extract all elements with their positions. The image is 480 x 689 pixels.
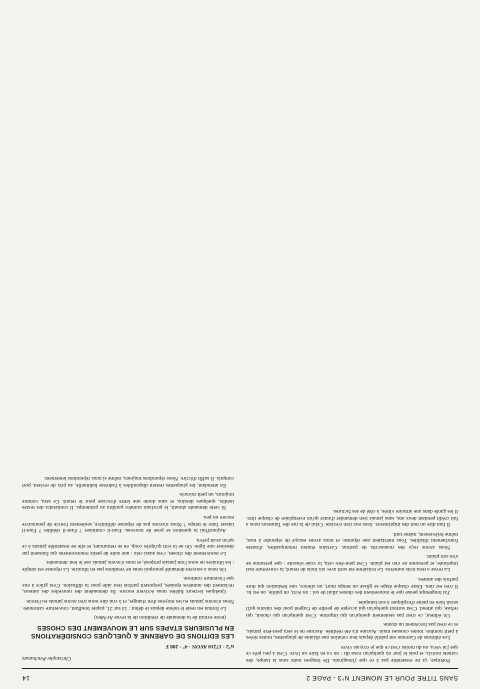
paragraph: J'ai longtemps pensé que le mouvement des choses allait de soi : on écrit, on publie, on est lu. Il n'en est rien. Entre chaque étape se glisse un temps mort, un silence, une hésitation qui dure parfois des années. (246, 575, 458, 596)
signature: Christophe Petchanatz (22, 655, 72, 661)
paragraph: La revue a tenu trois numéros. Le troisième est sorti avec six mois de retard, la couverture mal imprimée, et personne ne s'en est plaint. C'est peut-être cela, la vraie réussite : que personne ne s'en soit plaint. (246, 553, 458, 573)
paragraph: Un éditeur, ce n'est pas seulement quelqu'un qui imprime. C'est quelqu'un qui choisit, qui refuse, qui attend. C'est surtout quelqu'un qui accepte de perdre de l'argent pour des raisons qu'il serait bien en peine d'expliquer à son banquier. (246, 598, 458, 618)
header-rule (22, 668, 458, 669)
paragraph: Aujourd'hui la question se pose de nouveau. Faut-il continuer ? Faut-il rééditer ? Faut-il laisser faire le temps ? Nous n'avons pas de réponse définitive, seulement l'envie de poursuivre encore un peu. (22, 513, 234, 534)
article-subheading: (texte extrait de la demande de réédition de la revue Ar-Men) (94, 614, 226, 621)
paragraph: En attendant, les plaquettes restent disponibles à l'adresse habituelle, au prix de revient, port compris. Il suffit d'écrire. Nous répondons toujours, même si nous répondons lentement. (22, 475, 234, 488)
paragraph: Nous avons reçu des manuscrits de partout. Certains étaient remarquables, d'autres franchement illisibles. Tous méritaient une réponse, et nous avons essayé de répondre à tous, même brièvement, même tard. (246, 530, 458, 550)
paragraph: Les éditions de Garenne ont publié depuis leur création une dizaine de plaquettes, toutes tirées à petit nombre, toutes cousues main. Aucune n'a été rééditée. Aucune ne le sera peut-être jamais, et ce n'est pas forcément un drame. (246, 621, 458, 641)
right-column (22, 10, 234, 663)
paragraph: Poétique, ça ne ressemble pas à ce que j'imaginais. De longues nuits sous la lampe, des carnets noircis, et puis le jour où quelqu'un vous dit : on va en faire un livre. C'est à peu près ce que j'ai vécu, ou du moins c'est ce que je croyais vivre. (246, 643, 458, 663)
header-page-number: 14 (22, 674, 30, 681)
paragraph: On nous a souvent demandé pourquoi nous ne vendions pas en librairie. La réponse est simple : les libraires ne nous l'ont jamais proposé, et nous n'avons jamais osé le leur demander. (22, 559, 234, 572)
left-column (246, 10, 458, 663)
article-heading: LES EDITIONS DE GARENNE & QUELQUES CONSIDÉRATIONS EN PLUSIEURS ETAPES SUR LE MOUVEMENT DES CHOSES (31, 624, 234, 639)
two-column-body (22, 10, 458, 663)
article-reference: n°2 · 17210 AVON · 4° · 200 F (165, 643, 234, 650)
paragraph: Le mouvement des choses, c'est aussi cela : une suite de petits renoncements qui finissent par dessiner une ligne. On ne la voit qu'après coup, en se retournant, et elle ne ressemble jamais à ce qu'on avait prévu. (22, 536, 234, 556)
paragraph: Le format est resté le même depuis le début : 14 sur 21, papier bouffant, couverture cartonnée. Nous n'avons jamais eu les moyens d'en changer, et à vrai dire nous n'en avons jamais eu l'envie. (22, 598, 234, 611)
header-title: SANS TITRE POUR LE MOMENT N°3 - PAGE 2 (306, 674, 458, 681)
paragraph: Quelques lecteurs fidèles nous écrivent encore. Ils demandent des nouvelles des auteurs, réclament des numéros épuisés, proposent parfois leur aide pour la diffusion. C'est grâce à eux que l'aventure continue. (22, 575, 234, 595)
paragraph: Il faut dire un mot des imprimeurs. Sans eux rien n'existe. Celui de la rue des Tanneurs nous a fait crédit pendant deux ans, sans jamais rien demander d'autre qu'un exemplaire de chaque titre. Il les garde dans une armoire vitrée, à côté de ses factures. (246, 508, 458, 528)
running-header (22, 669, 458, 681)
paragraph: Si cette demande aboutit, le prochain numéro paraîtra au printemps. Il contiendra des textes inédits, quelques dessins, et sans doute une lettre d'excuse pour le retard. Ce sera, comme toujours, un petit miracle. (22, 491, 234, 511)
